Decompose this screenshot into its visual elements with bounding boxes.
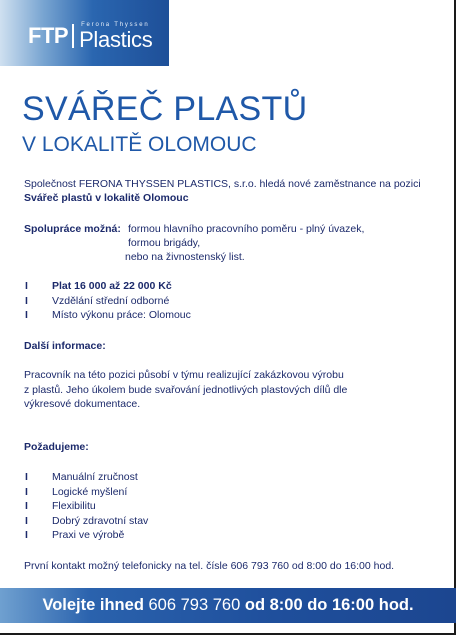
bullet-mark: I	[25, 500, 28, 512]
more-info-line: výkresové dokumentace.	[24, 398, 141, 410]
cooperation-label: Spolupráce možná:	[24, 223, 121, 235]
footer-call-banner	[0, 588, 456, 623]
more-info-heading: Další informace:	[24, 340, 106, 352]
company-logo	[28, 16, 152, 56]
bullet-mark: I	[25, 485, 28, 498]
list-item: I Vzdělání střední odborné	[25, 294, 170, 307]
bullet-mark: I	[25, 280, 28, 292]
intro-paragraph	[24, 177, 434, 205]
list-item: I Praxi ve výrobě	[25, 529, 125, 541]
list-item: I Místo výkonu práce: Olomouc	[25, 309, 191, 321]
contact-note: První kontakt možný telefonicky na tel. čísle 606 793 760 od 8:00 do 16:00 hod.	[24, 560, 395, 572]
footer-call-text	[42, 596, 413, 615]
bullet-mark: I	[25, 294, 28, 307]
list-item: I Plat 16 000 až 22 000 Kč	[25, 280, 172, 292]
logo-plastics: Plastics	[79, 26, 153, 52]
requirements-list	[24, 470, 148, 543]
cooperation-option: nebo na živnostenský list.	[125, 251, 245, 263]
footer-call-label: Volejte ihned	[42, 596, 144, 614]
logo-ftp-mark: FTP	[28, 24, 74, 48]
logo-tagline: Ferona Thyssen	[81, 21, 150, 28]
page-subtitle: V LOKALITĚ OLOMOUC	[22, 133, 257, 156]
requirements-heading: Požadujeme:	[24, 441, 89, 453]
bullet-mark: I	[25, 309, 28, 321]
list-item: I Flexibilitu	[25, 500, 96, 512]
cooperation-option: formou brigády,	[128, 237, 201, 249]
list-item: I Manuální zručnost	[25, 471, 138, 483]
more-info-paragraph	[24, 368, 347, 412]
more-info-line: z plastů. Jeho úkolem bude svařování jednotlivých plastových dílů dle	[24, 383, 348, 396]
bullet-mark: I	[25, 529, 28, 541]
footer-phone: 606 793 760	[148, 596, 241, 614]
intro-line: Společnost FERONA THYSSEN PLASTICS, s.r.o. hledá nové zaměstnance na pozici	[24, 178, 421, 190]
bullet-mark: I	[25, 514, 28, 527]
bullet-mark: I	[25, 471, 28, 483]
cooperation-option: formou hlavního pracovního poměru - plný úvazek,	[128, 223, 365, 235]
cooperation-options	[125, 222, 365, 264]
footer-hours: od 8:00 do 16:00 hod.	[244, 596, 414, 614]
logo-wordmark	[79, 22, 152, 51]
intro-position: Svářeč plastů v lokalitě Olomouc	[24, 192, 189, 204]
highlights-list	[24, 279, 191, 323]
list-item: I Dobrý zdravotní stav	[25, 514, 149, 527]
list-item: I Logické myšlení	[25, 485, 128, 498]
page-title: SVÁŘEČ PLASTŮ	[22, 90, 308, 128]
more-info-line: Pracovník na této pozici působí v týmu realizující zakázkovou výrobu	[24, 369, 344, 381]
